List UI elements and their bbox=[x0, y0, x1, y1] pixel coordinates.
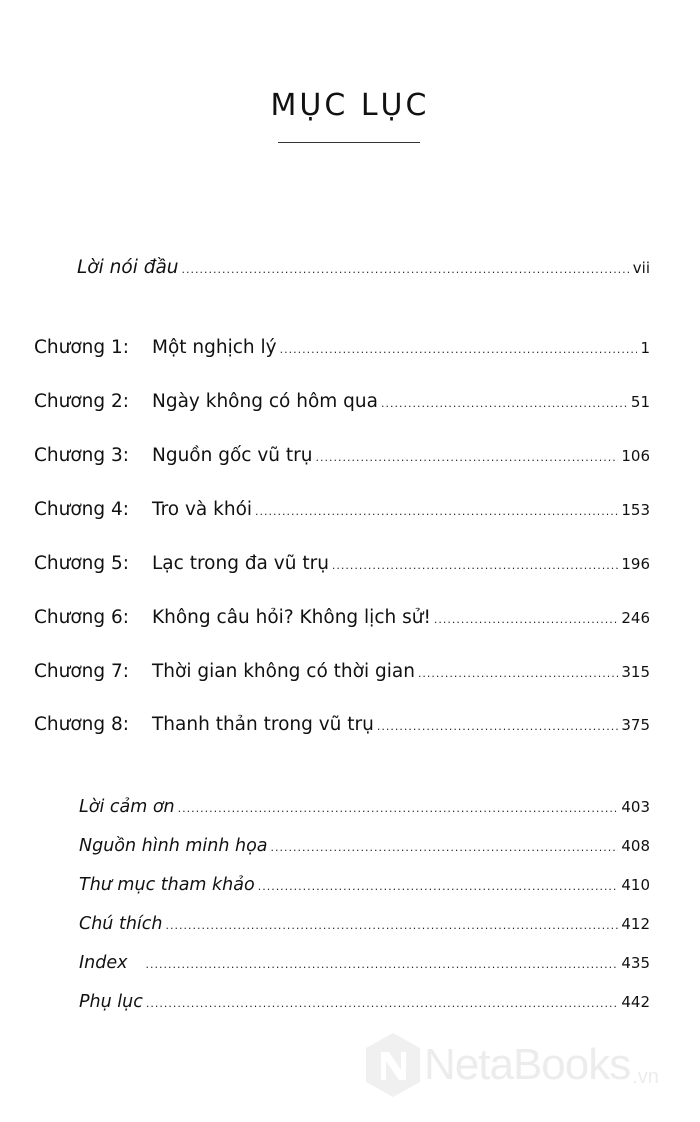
chapter-title: Ngày không có hôm qua bbox=[152, 391, 378, 412]
dot-leader bbox=[178, 802, 619, 815]
chapter-title: Không câu hỏi? Không lịch sử! bbox=[152, 607, 431, 628]
dot-leader bbox=[418, 667, 618, 680]
dot-leader bbox=[255, 505, 618, 518]
entry-page-number: 196 bbox=[621, 555, 650, 573]
toc-entry-chapter[interactable] bbox=[34, 607, 650, 628]
entry-label: Thư mục tham khảo bbox=[79, 875, 255, 895]
entry-page-number: 410 bbox=[621, 876, 650, 894]
neta-logo-icon bbox=[362, 1030, 424, 1100]
entry-label: Nguồn hình minh họa bbox=[79, 836, 268, 856]
toc-entry-illustration-sources[interactable] bbox=[79, 836, 650, 856]
title-underline bbox=[278, 142, 420, 143]
dot-leader bbox=[434, 613, 618, 626]
entry-page-number: 315 bbox=[621, 663, 650, 681]
toc-entry-chapter[interactable] bbox=[34, 714, 650, 735]
chapter-title: Thanh thản trong vũ trụ bbox=[152, 714, 374, 735]
entry-label: Index bbox=[79, 953, 128, 973]
entry-label: Lời cảm ơn bbox=[79, 797, 175, 817]
chapter-number: Chương 4: bbox=[34, 499, 130, 520]
entry-page-number: 435 bbox=[621, 954, 650, 972]
dot-leader bbox=[146, 997, 618, 1010]
entry-page-number: 1 bbox=[640, 339, 650, 357]
chapter-number: Chương 7: bbox=[34, 661, 130, 682]
watermark-suffix: .vn bbox=[632, 1066, 659, 1088]
chapter-title: Một nghịch lý bbox=[152, 337, 277, 358]
entry-page-number: 51 bbox=[630, 393, 650, 411]
chapter-title: Tro và khói bbox=[152, 499, 253, 520]
dot-leader bbox=[315, 451, 618, 464]
toc-entry-acknowledgements[interactable] bbox=[79, 797, 650, 817]
entry-page-number: vii bbox=[632, 259, 650, 277]
toc-entry-chapter[interactable] bbox=[34, 553, 650, 574]
entry-label: Chú thích bbox=[79, 914, 163, 934]
toc-entry-chapter[interactable] bbox=[34, 391, 650, 412]
entry-page-number: 403 bbox=[621, 798, 650, 816]
entry-label: Phụ lục bbox=[79, 992, 143, 1012]
toc-entry-chapter[interactable] bbox=[34, 661, 650, 682]
chapter-number: Chương 2: bbox=[34, 391, 130, 412]
entry-page-number: 153 bbox=[621, 501, 650, 519]
dot-leader bbox=[182, 263, 630, 276]
toc-entry-preface[interactable] bbox=[77, 257, 650, 278]
chapter-title: Nguồn gốc vũ trụ bbox=[152, 445, 313, 466]
entry-page-number: 442 bbox=[621, 993, 650, 1011]
entry-page-number: 412 bbox=[621, 915, 650, 933]
watermark-text: NetaBooks bbox=[424, 1040, 631, 1089]
entry-page-number: 106 bbox=[621, 447, 650, 465]
chapter-number: Chương 8: bbox=[34, 714, 130, 735]
dot-leader bbox=[166, 919, 619, 932]
toc-entry-appendix[interactable] bbox=[79, 992, 650, 1012]
toc-entry-notes[interactable] bbox=[79, 914, 650, 934]
chapter-number: Chương 6: bbox=[34, 607, 130, 628]
chapter-number: Chương 5: bbox=[34, 553, 130, 574]
toc-entry-chapter[interactable] bbox=[34, 499, 650, 520]
dot-leader bbox=[332, 559, 618, 572]
chapter-number: Chương 3: bbox=[34, 445, 130, 466]
toc-entry-chapter[interactable] bbox=[34, 445, 650, 466]
chapter-title: Lạc trong đa vũ trụ bbox=[152, 553, 329, 574]
dot-leader bbox=[280, 343, 638, 356]
page-title: MỤC LỤC bbox=[270, 88, 430, 123]
dot-leader bbox=[377, 720, 618, 733]
dot-leader bbox=[258, 880, 619, 893]
entry-page-number: 408 bbox=[621, 837, 650, 855]
entry-page-number: 375 bbox=[621, 716, 650, 734]
dot-leader bbox=[381, 397, 628, 410]
toc-entry-index[interactable] bbox=[79, 953, 650, 973]
netabooks-watermark bbox=[362, 1025, 692, 1105]
toc-entry-bibliography[interactable] bbox=[79, 875, 650, 895]
toc-entry-chapter[interactable] bbox=[34, 337, 650, 358]
chapter-number: Chương 1: bbox=[34, 337, 130, 358]
dot-leader bbox=[271, 841, 619, 854]
entry-page-number: 246 bbox=[621, 609, 650, 627]
dot-leader bbox=[145, 958, 618, 971]
entry-label: Lời nói đầu bbox=[77, 257, 179, 278]
chapter-title: Thời gian không có thời gian bbox=[152, 661, 415, 682]
